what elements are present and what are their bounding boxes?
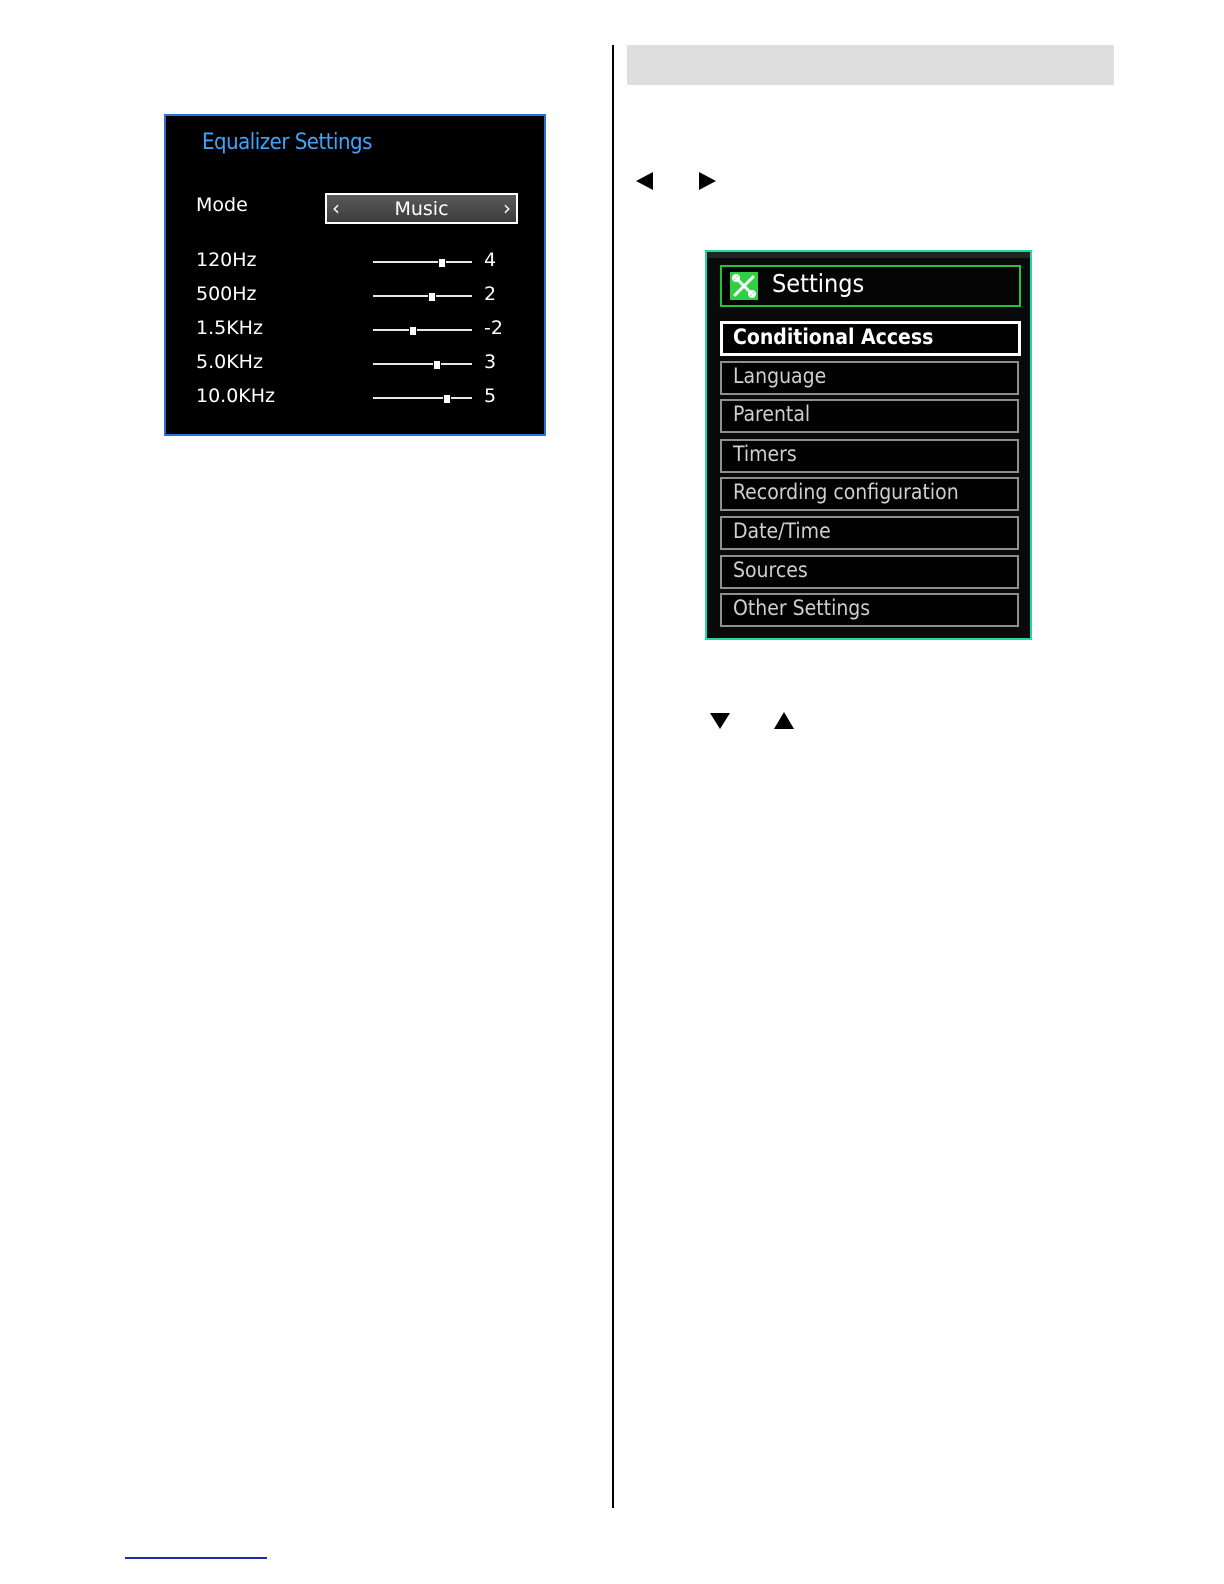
band-slider[interactable] [373, 295, 472, 297]
menu-item-label: Conditional Access [733, 325, 934, 349]
left-arrow-icon [636, 172, 653, 190]
mode-selector[interactable] [325, 193, 518, 224]
band-slider-knob[interactable] [409, 326, 417, 336]
background-stripe [707, 252, 1032, 258]
chevron-left-icon[interactable]: ‹ [332, 196, 340, 220]
settings-tools-icon [730, 272, 758, 300]
band-label: 10.0KHz [196, 385, 276, 407]
equalizer-title: Equalizer Settings [202, 130, 372, 155]
band-slider-knob[interactable] [433, 360, 441, 370]
menu-item-timers[interactable] [720, 439, 1019, 473]
band-value: 2 [484, 283, 497, 305]
band-row-1-5khz[interactable] [166, 317, 544, 343]
down-arrow-icon [710, 713, 730, 729]
band-row-120hz[interactable] [166, 249, 544, 275]
up-arrow-icon [774, 712, 794, 729]
settings-header [720, 265, 1021, 307]
band-slider-knob[interactable] [438, 258, 446, 268]
band-label: 5.0KHz [196, 351, 263, 373]
band-slider[interactable] [373, 261, 472, 263]
menu-item-sources[interactable] [720, 555, 1019, 589]
band-value: 4 [484, 249, 497, 271]
menu-item-date-time[interactable] [720, 516, 1019, 550]
menu-item-recording-configuration[interactable] [720, 477, 1019, 511]
section-header-band [627, 45, 1114, 85]
band-label: 1.5KHz [196, 317, 263, 339]
menu-item-label: Parental [733, 402, 811, 426]
menu-item-label: Language [733, 364, 827, 388]
settings-title: Settings [772, 269, 865, 298]
band-value: 3 [484, 351, 497, 373]
band-slider-knob[interactable] [443, 394, 451, 404]
menu-item-label: Other Settings [733, 596, 871, 620]
menu-item-label: Recording configuration [733, 480, 959, 504]
band-row-5-0khz[interactable] [166, 351, 544, 377]
mode-label: Mode [196, 194, 248, 216]
band-row-10-0khz[interactable] [166, 385, 544, 411]
band-label: 120Hz [196, 249, 257, 271]
band-label: 500Hz [196, 283, 257, 305]
menu-item-conditional-access[interactable] [720, 321, 1021, 356]
settings-menu-panel [705, 250, 1032, 640]
footer-rule [125, 1557, 267, 1559]
band-value: 5 [484, 385, 497, 407]
menu-item-label: Date/Time [733, 519, 831, 543]
band-row-500hz[interactable] [166, 283, 544, 309]
column-divider [612, 45, 614, 1508]
right-arrow-icon [699, 172, 716, 190]
menu-item-label: Timers [733, 442, 797, 466]
band-slider-knob[interactable] [428, 292, 436, 302]
menu-item-language[interactable] [720, 361, 1019, 395]
band-slider[interactable] [373, 397, 472, 399]
chevron-right-icon[interactable]: › [503, 196, 511, 220]
band-slider[interactable] [373, 363, 472, 365]
menu-item-other-settings[interactable] [720, 593, 1019, 627]
equalizer-settings-panel [164, 114, 546, 436]
band-value: -2 [484, 317, 503, 339]
mode-value: Music [394, 198, 449, 220]
band-slider[interactable] [373, 329, 472, 331]
menu-item-parental[interactable] [720, 399, 1019, 433]
menu-item-label: Sources [733, 558, 808, 582]
